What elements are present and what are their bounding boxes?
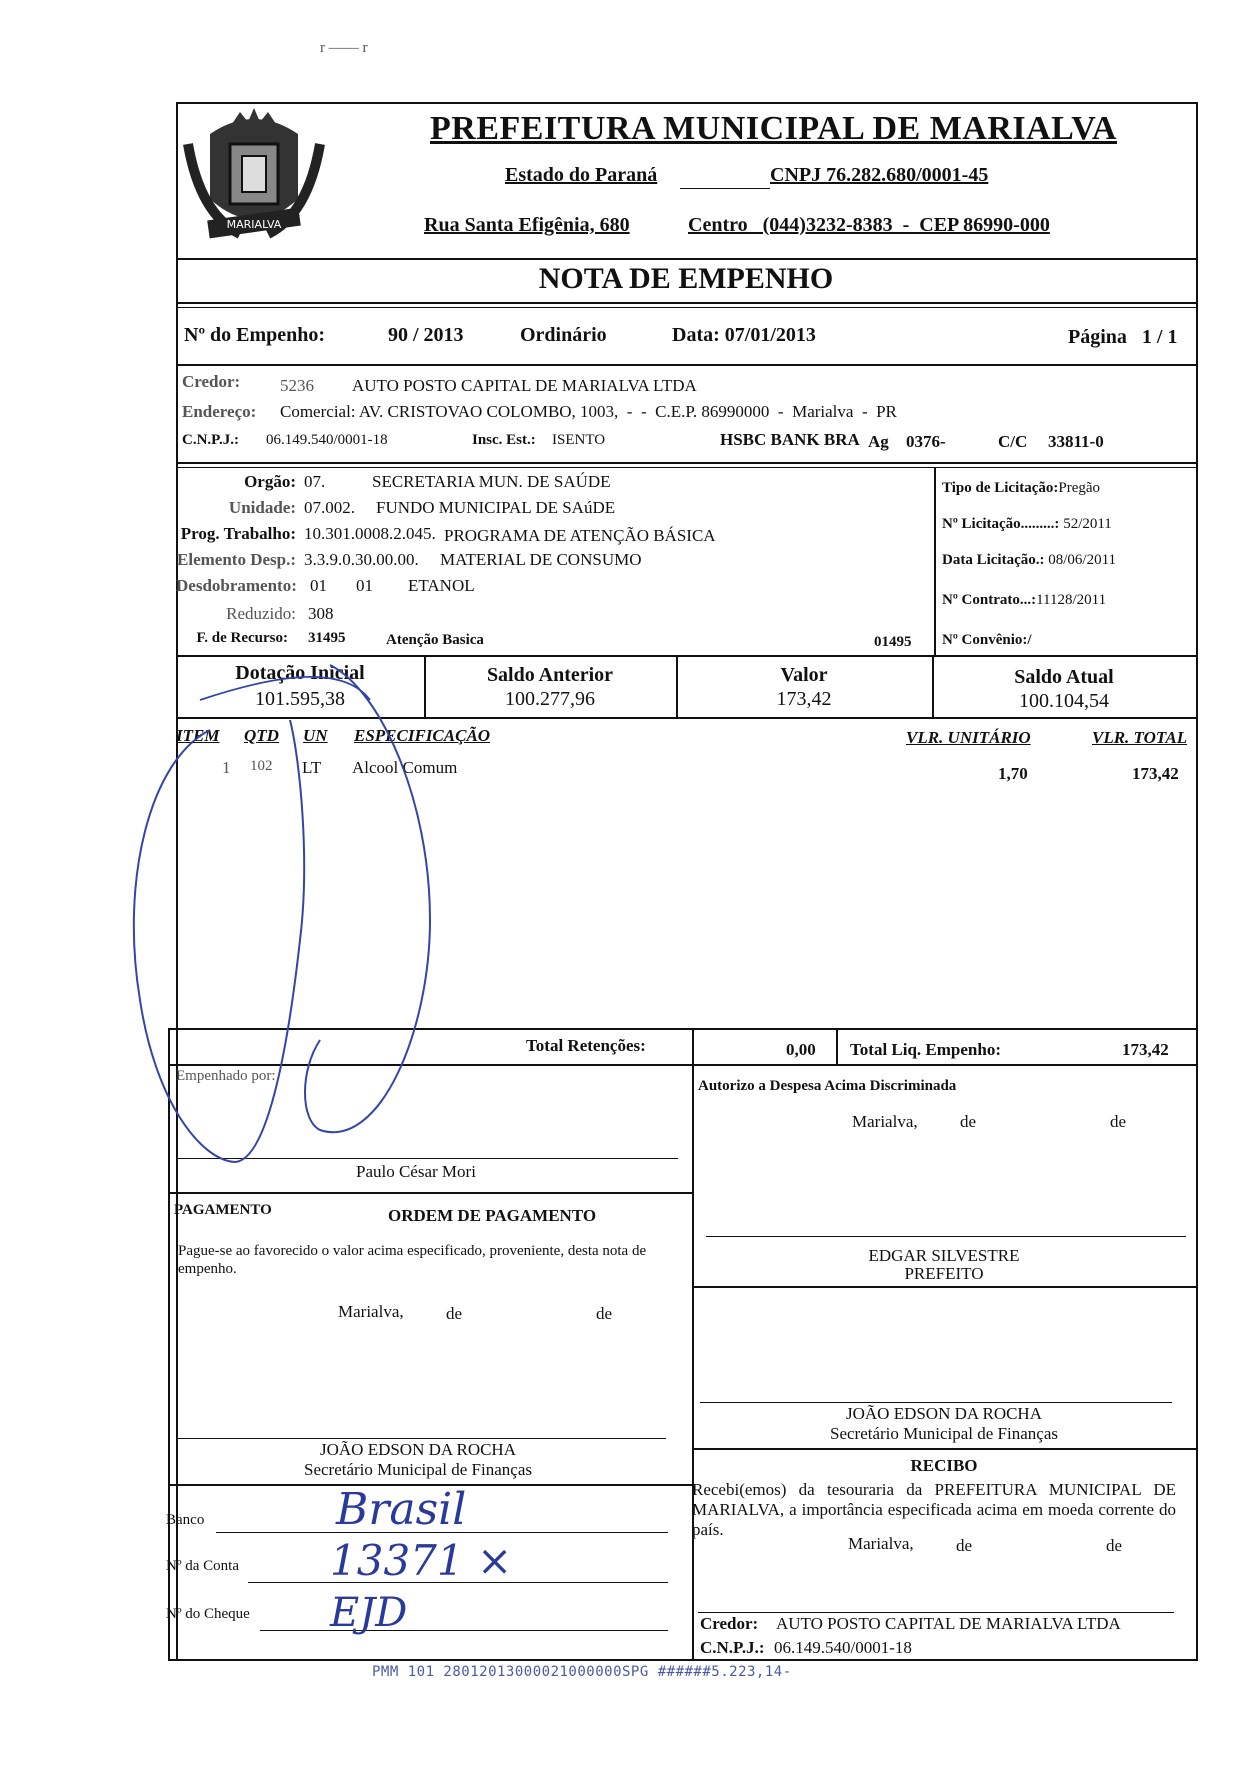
de-2b: de [596, 1304, 613, 1323]
recurso-label: F. de Recurso: [196, 630, 288, 646]
cnpj-value: 06.149.540/0001-18 [266, 432, 388, 448]
col-un-header: UN [303, 726, 328, 745]
desdobramento-label: Desdobramento: [176, 576, 297, 595]
ordem-pagamento-title: ORDEM DE PAGAMENTO [388, 1206, 597, 1225]
credor-label: Credor: [182, 372, 241, 391]
prog-name: PROGRAMA DE ATENÇÃO BÁSICA [444, 526, 716, 545]
saldo-anterior-value: 100.277,96 [505, 688, 595, 710]
page-number: Página 1 / 1 [1068, 326, 1178, 348]
col-esp-header: ESPECIFICAÇÃO [354, 726, 491, 745]
banco-label: Banco [166, 1512, 205, 1528]
desdobramento-b: 01 [356, 576, 373, 595]
ag-label: Ag [868, 432, 889, 451]
credor-name: AUTO POSTO CAPITAL DE MARIALVA LTDA [352, 376, 697, 395]
document-title: NOTA DE EMPENHO [538, 262, 834, 295]
dotacao-value: 101.595,38 [255, 688, 345, 710]
numero-contrato: Nº Contrato...:11128/2011 [942, 592, 1107, 608]
saldo-atual-value: 100.104,54 [1019, 690, 1109, 712]
conta-handwritten: 13371 × [330, 1536, 513, 1585]
row-total: 173,42 [1132, 764, 1179, 783]
recibo-credor-value: AUTO POSTO CAPITAL DE MARIALVA LTDA [776, 1614, 1121, 1633]
de-1a: de [960, 1112, 977, 1131]
footer-code: PMM 101 28012013000021000000SPG ######5.223,14- [372, 1664, 792, 1680]
saldo-anterior-label: Saldo Anterior [486, 664, 614, 686]
endereco-value: Comercial: AV. CRISTOVAO COLOMBO, 1003, - - C.E.P. 86990000 - Marialva - PR [280, 402, 897, 421]
col-total-header: VLR. TOTAL [1092, 728, 1188, 747]
row-qtd: 102 [250, 758, 273, 774]
credor-code: 5236 [280, 376, 314, 395]
elemento-label: Elemento Desp.: [177, 550, 296, 569]
data-licitacao: Data Licitação.: 08/06/2011 [942, 552, 1117, 568]
de-3a: de [956, 1536, 973, 1555]
recibo-text: Recebi(emos) da tesouraria da PREFEITURA MUNICIPAL DE MARIALVA, a importância especificada acima em moeda corrente do país. [692, 1480, 1176, 1539]
scan-marks: r —— r [320, 40, 368, 56]
elemento-code: 3.3.9.0.30.00.00. [304, 550, 419, 569]
desdobramento-a: 01 [310, 576, 327, 595]
banco-handwritten: Brasil [336, 1484, 467, 1535]
empenhado-name: Paulo César Mori [356, 1162, 476, 1181]
valor-value: 173,42 [776, 688, 832, 710]
de-2a: de [446, 1304, 463, 1323]
col-item-header: ITEM [176, 726, 220, 745]
empenho-number: 90 / 2013 [388, 324, 464, 346]
prog-code: 10.301.0008.2.045. [304, 524, 436, 543]
place-2: Marialva, [338, 1302, 404, 1321]
row-item: 1 [222, 758, 231, 777]
ag-value: 0376- [906, 432, 946, 451]
recurso-name: Atenção Basica [386, 632, 484, 648]
liq-empenho-label: Total Liq. Empenho: [850, 1040, 1001, 1059]
pagamento-text: Pague-se ao favorecido o valor acima especificado, proveniente, desta nota de empenho. [178, 1243, 647, 1277]
unidade-code: 07.002. [304, 498, 355, 517]
empenhado-label: Empenhado por: [176, 1068, 276, 1084]
saldo-atual-label: Saldo Atual [1014, 666, 1114, 688]
page-title: PREFEITURA MUNICIPAL DE MARIALVA [430, 110, 1117, 147]
recibo-title: RECIBO [910, 1456, 978, 1475]
cheque-label: Nº do Cheque [166, 1606, 250, 1622]
insc-value: ISENTO [552, 432, 606, 448]
secretario-name-right: JOÃO EDSON DA ROCHA [846, 1404, 1042, 1423]
prog-label: Prog. Trabalho: [180, 524, 296, 543]
col-unit-header: VLR. UNITÁRIO [906, 728, 1031, 747]
empenho-date: Data: 07/01/2013 [672, 324, 816, 346]
row-esp: Alcool Comum [352, 758, 458, 777]
numero-licitacao: Nº Licitação.........: 52/2011 [942, 516, 1112, 532]
col-qtd-header: QTD [244, 726, 279, 745]
reduzido-label: Reduzido: [226, 604, 296, 623]
orgao-code: 07. [304, 472, 326, 491]
place-1: Marialva, [852, 1112, 918, 1131]
state-name: Estado do Paraná [505, 164, 658, 186]
insc-label: Insc. Est.: [472, 432, 536, 448]
desdobramento-name: ETANOL [408, 576, 475, 595]
empenho-label: Nº do Empenho: [184, 324, 326, 346]
pagamento-label: PAGAMENTO [174, 1202, 272, 1218]
area-phone-cep: Centro (044)3232-8383 - CEP 86990-000 [688, 214, 1050, 236]
cheque-handwritten: EJD [330, 1590, 408, 1636]
street-address: Rua Santa Efigênia, 680 [424, 214, 630, 236]
endereco-label: Endereço: [182, 402, 257, 421]
valor-label: Valor [780, 664, 828, 686]
recibo-credor-label: Credor: [700, 1614, 759, 1633]
prefeito-name: EDGAR SILVESTRE [868, 1246, 1020, 1265]
recibo-cnpj-value: 06.149.540/0001-18 [774, 1638, 912, 1657]
reduzido-value: 308 [308, 604, 334, 623]
elemento-name: MATERIAL DE CONSUMO [440, 550, 642, 569]
conta-label: Nº da Conta [166, 1558, 239, 1574]
empenho-type: Ordinário [520, 324, 607, 346]
de-1b: de [1110, 1112, 1127, 1131]
row-unit: 1,70 [998, 764, 1028, 783]
cc-label: C/C [998, 432, 1028, 451]
secretario-name-left: JOÃO EDSON DA ROCHA [320, 1440, 516, 1459]
svg-text:MARIALVA: MARIALVA [226, 218, 282, 231]
tipo-licitacao: Tipo de Licitação:Pregão [942, 480, 1101, 496]
prefeito-title: PREFEITO [904, 1264, 984, 1283]
unidade-name: FUNDO MUNICIPAL DE SAúDE [376, 498, 616, 517]
de-3b: de [1106, 1536, 1123, 1555]
unidade-label: Unidade: [228, 498, 296, 517]
orgao-name: SECRETARIA MUN. DE SAÚDE [372, 472, 611, 491]
retencoes-label: Total Retenções: [526, 1036, 646, 1055]
liq-empenho-value: 173,42 [1122, 1040, 1169, 1059]
dotacao-label: Dotação Inicial [235, 662, 365, 684]
recurso-value: 31495 [308, 630, 346, 646]
bank-name: HSBC BANK BRA [720, 430, 860, 449]
prefeitura-cnpj: CNPJ 76.282.680/0001-45 [770, 164, 989, 186]
cnpj-label: C.N.P.J.: [182, 432, 239, 448]
row-un: LT [302, 758, 322, 777]
retencoes-value: 0,00 [786, 1040, 816, 1059]
cc-value: 33811-0 [1048, 432, 1104, 451]
orgao-label: Orgão: [244, 472, 296, 491]
recurso-code2: 01495 [874, 634, 912, 650]
autorizo-text: Autorizo a Despesa Acima Discriminada [698, 1078, 957, 1094]
place-3: Marialva, [848, 1534, 914, 1553]
secretario-title-left: Secretário Municipal de Finanças [303, 1460, 532, 1479]
municipal-crest-icon [180, 104, 328, 254]
numero-convenio: Nº Convênio:/ [942, 632, 1032, 648]
recibo-cnpj-label: C.N.P.J.: [700, 1638, 765, 1657]
secretario-title-right: Secretário Municipal de Finanças [829, 1424, 1058, 1443]
